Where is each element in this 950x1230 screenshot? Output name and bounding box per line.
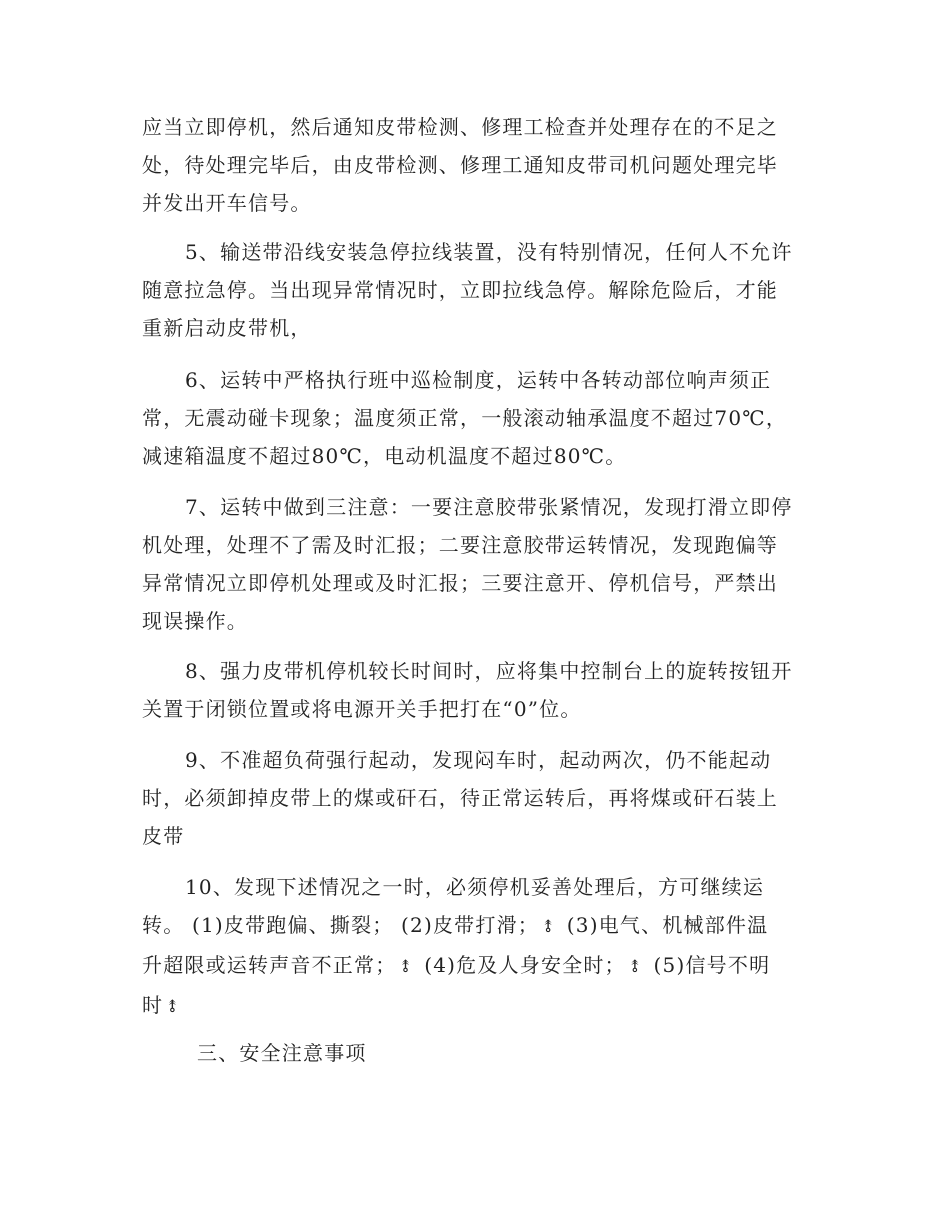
- text-line: 7、运转中做到三注意：一要注意胶带张紧情况，发现打滑立即停: [185, 495, 793, 519]
- text-line: 6、运转中严格执行班中巡检制度，运转中各转动部位响声须正: [185, 368, 772, 392]
- text-line: 常，无震动碰卡现象；温度须正常，一般滚动轴承温度不超过70℃，: [142, 406, 788, 430]
- paragraph-item-7: [142, 488, 812, 640]
- text-segment: (5)信号不明: [646, 953, 771, 977]
- paragraph-item-5: [142, 233, 812, 347]
- text-line: 关置于闭锁位置或将电源开关手把打在“0”位。: [142, 697, 582, 721]
- text-line: 并发出开车信号。: [142, 191, 312, 215]
- snail-symbol-icon: ⥉: [165, 997, 180, 1017]
- text-line: 应当立即停机，然后通知皮带检测、修理工检查并处理存在的不足之: [142, 115, 778, 139]
- paragraph-item-9: [142, 741, 812, 855]
- text-line: [142, 986, 812, 1026]
- text-line: 10、发现下述情况之一时，必须停机妥善处理后，方可继续运: [185, 875, 765, 899]
- snail-symbol-icon: ⥉: [540, 917, 556, 937]
- text-line: 皮带: [142, 824, 185, 848]
- text-line: [142, 946, 812, 986]
- text-segment: 转。 (1)皮带跑偏、撕裂； (2)皮带打滑；: [142, 913, 539, 937]
- text-line: 处，待处理完毕后，由皮带检测、修理工通知皮带司机问题处理完毕: [142, 153, 778, 177]
- text-segment: (3)电气、机械部件温: [559, 913, 769, 937]
- text-line: 8、强力皮带机停机较长时间时，应将集中控制台上的旋转按钮开: [185, 659, 793, 683]
- text-line: 减速箱温度不超过80℃，电动机温度不超过80℃。: [142, 444, 627, 468]
- section-heading: [197, 1034, 867, 1072]
- text-line: 重新启动皮带机，: [142, 316, 312, 340]
- text-line: 机处理，处理不了需及时汇报；二要注意胶带运转情况，发现跑偏等: [142, 533, 778, 557]
- paragraph-item-8: [142, 652, 812, 728]
- text-line: 随意拉急停。当出现异常情况时，立即拉线急停。解除危险后，才能: [142, 278, 778, 302]
- snail-symbol-icon: ⥉: [627, 957, 642, 977]
- paragraph-item-6: [142, 361, 812, 475]
- text-segment: 升超限或运转声音不正常；: [142, 953, 397, 977]
- heading-text: 三、安全注意事项: [197, 1041, 367, 1065]
- text-segment: 时: [142, 993, 164, 1017]
- paragraph-item-10: [142, 868, 812, 1026]
- snail-symbol-icon: ⥉: [398, 957, 413, 977]
- text-line: 5、输送带沿线安装急停拉线装置，没有特别情况，任何人不允许: [185, 240, 793, 264]
- text-line: 现误操作。: [142, 609, 248, 633]
- text-line: 异常情况立即停机处理或及时汇报；三要注意开、停机信号，严禁出: [142, 571, 778, 595]
- text-line: [142, 906, 812, 946]
- text-line: 时，必须卸掉皮带上的煤或矸石，待正常运转后，再将煤或矸石装上: [142, 786, 778, 810]
- text-line: 9、不准超负荷强行起动，发现闷车时，起动两次，仍不能起动: [185, 748, 772, 772]
- text-segment: (4)危及人身安全时；: [416, 953, 626, 977]
- paragraph-intro: [142, 108, 812, 222]
